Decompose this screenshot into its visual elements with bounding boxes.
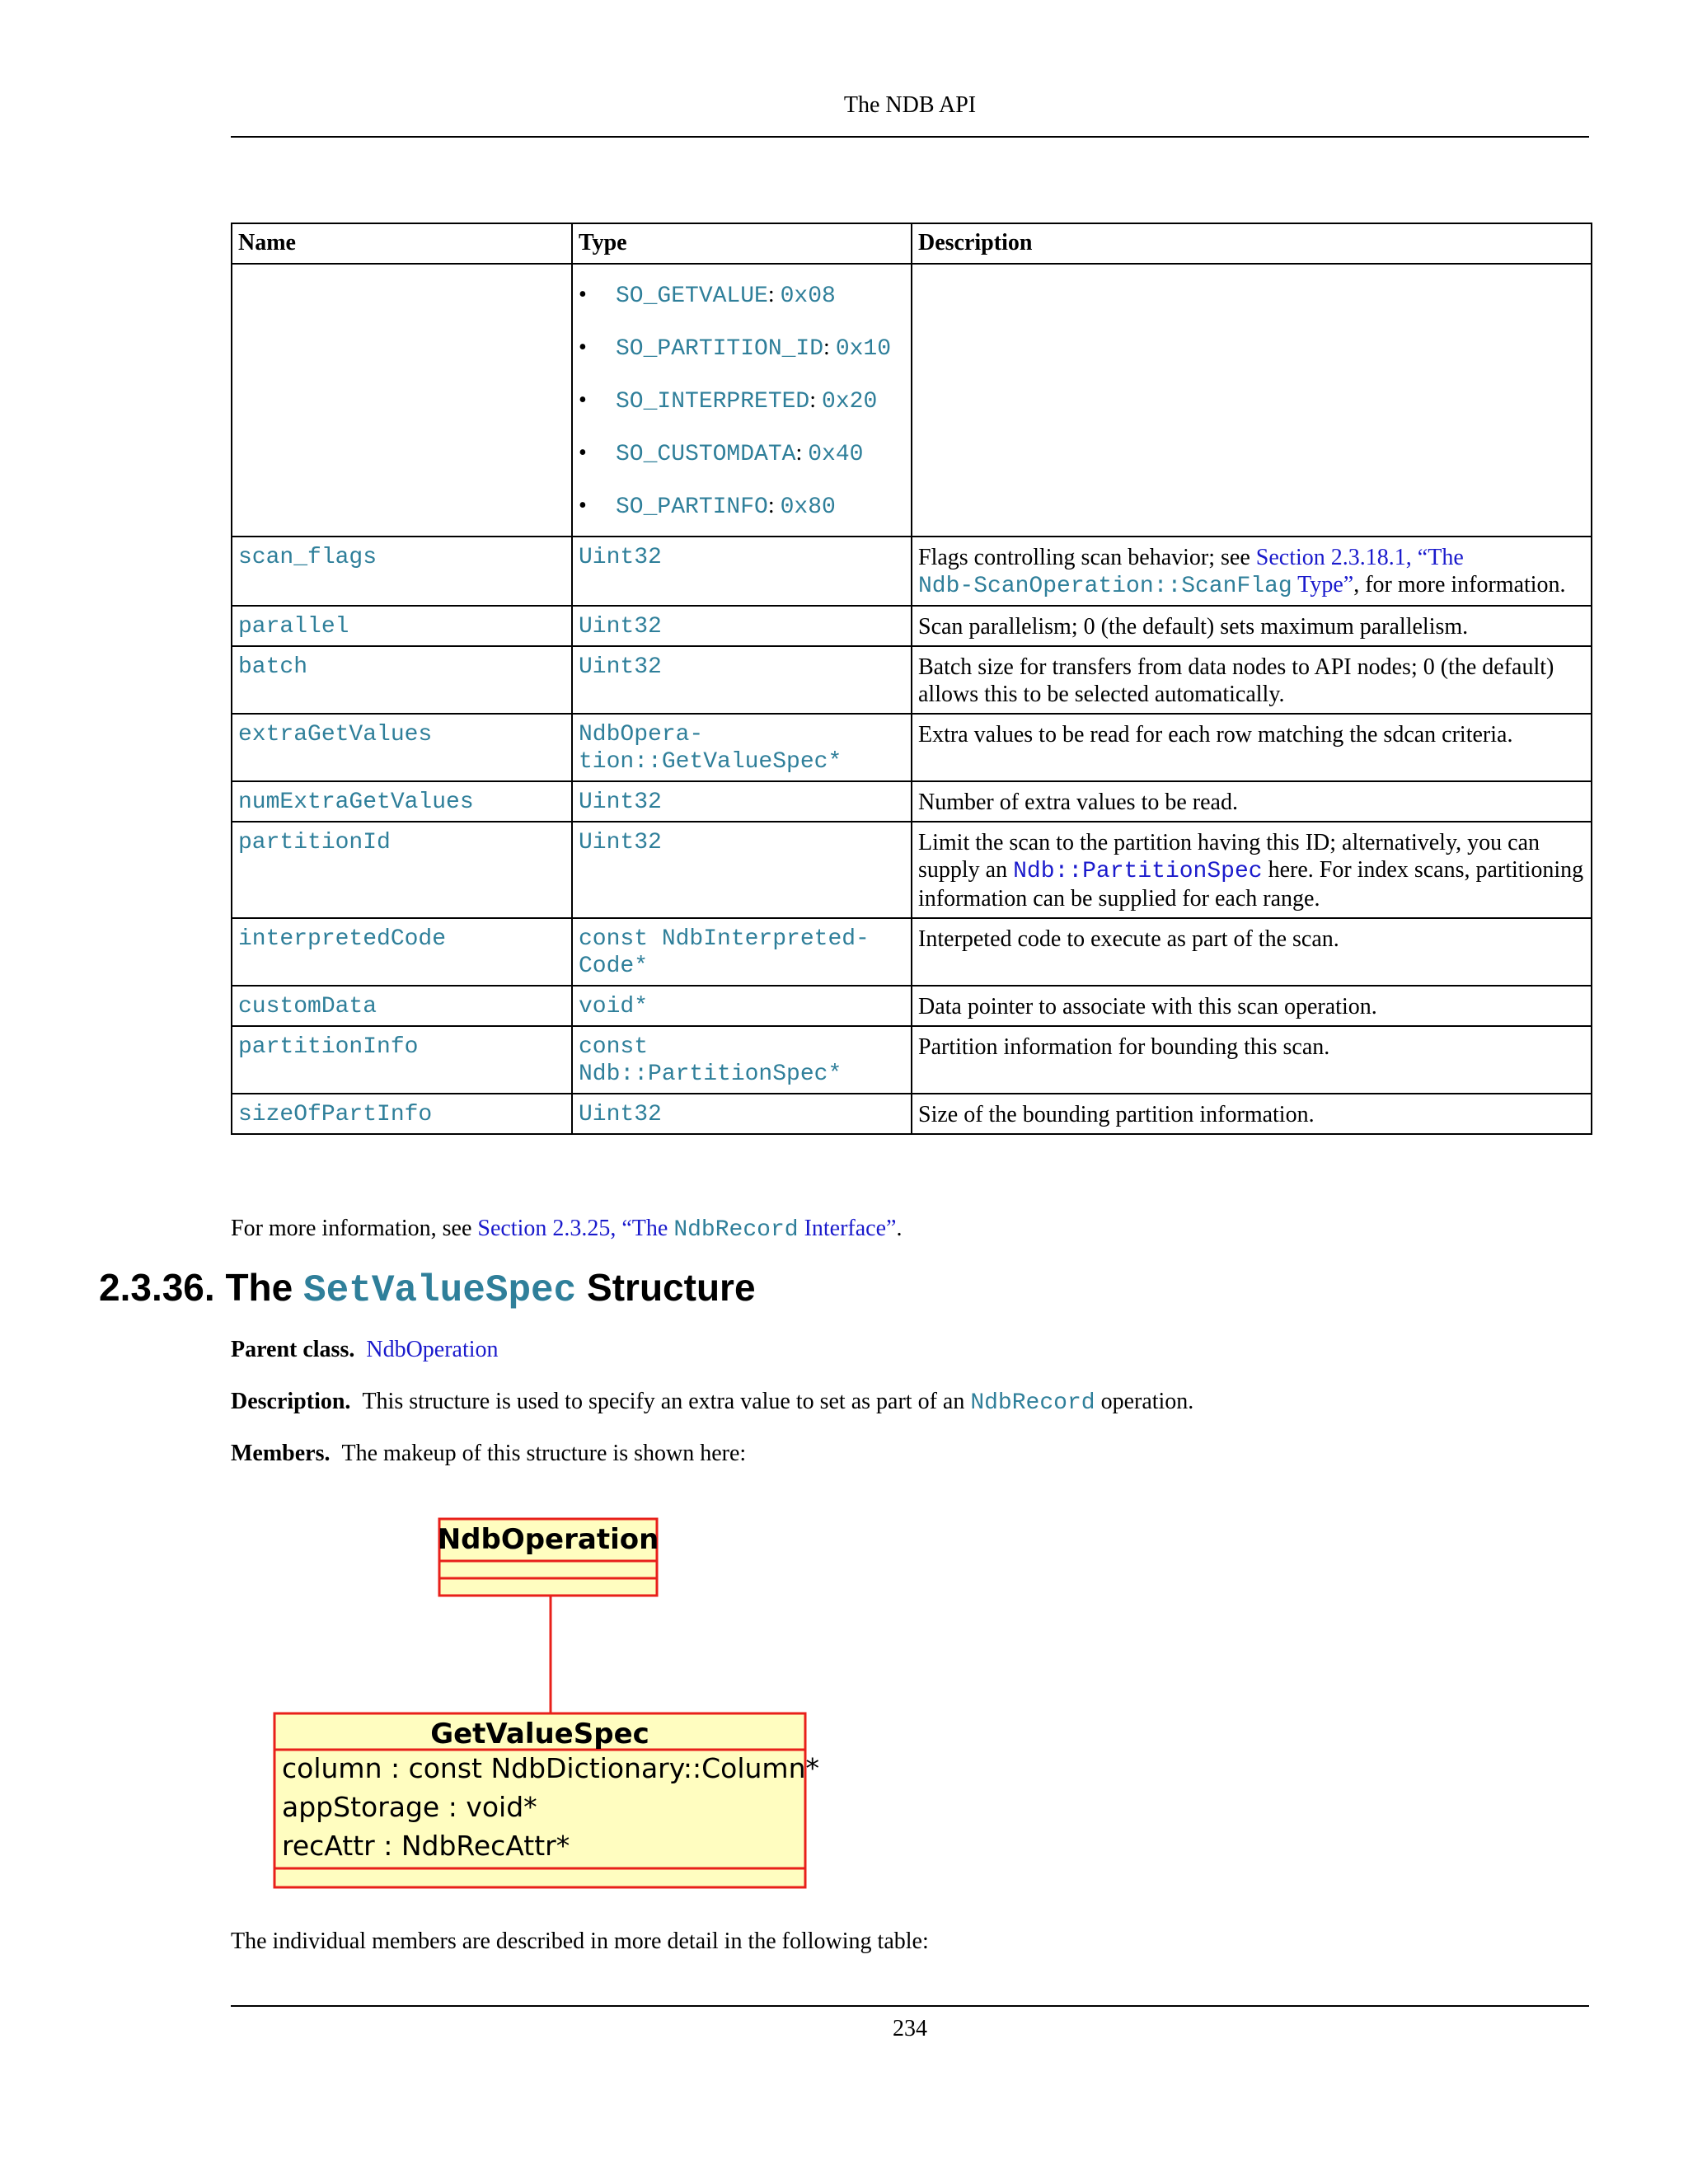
table-row xyxy=(232,918,1592,986)
table-row xyxy=(232,1026,1592,1094)
ndbrecord-interface-link[interactable] xyxy=(477,1216,896,1241)
footer-rule xyxy=(231,2005,1589,2007)
link-text[interactable]: Interface” xyxy=(798,1216,897,1241)
bullet-icon: • xyxy=(579,387,587,413)
uml-child-class xyxy=(274,1713,819,1887)
uml-parent-name: NdbOperation xyxy=(437,1523,659,1556)
table-row xyxy=(232,714,1592,781)
description-label: Description. xyxy=(231,1389,351,1414)
parent-class-label: Parent class. xyxy=(231,1337,355,1362)
member-name: partitionId xyxy=(232,822,572,918)
member-type xyxy=(572,918,912,986)
members-paragraph xyxy=(231,1441,746,1467)
type-line: NdbOpera- xyxy=(579,722,704,748)
header-rule xyxy=(231,136,1589,138)
para-text: The makeup of this structure is shown here: xyxy=(341,1441,747,1466)
member-type: Uint32 xyxy=(572,606,912,646)
type-line: Code* xyxy=(579,954,649,979)
link-text[interactable]: Type” xyxy=(1292,572,1354,598)
member-type: Uint32 xyxy=(572,781,912,822)
table-row xyxy=(232,537,1592,606)
desc-text: here. For index scans, partitioning information can be supplied for each range. xyxy=(918,857,1584,912)
table-header-row xyxy=(232,223,1592,264)
description-paragraph xyxy=(231,1389,1193,1416)
flag-sep: : xyxy=(809,387,823,413)
member-description: Extra values to be read for each row matching the sdcan criteria. xyxy=(912,714,1592,781)
link-code[interactable]: Ndb‑ScanOperation::ScanFlag xyxy=(918,574,1292,599)
flag-sep: : xyxy=(823,335,836,360)
flag-value: 0x80 xyxy=(780,494,836,520)
flag-name: SO_PARTINFO xyxy=(616,494,768,520)
empty-cell xyxy=(912,264,1592,537)
type-line: const xyxy=(579,1034,649,1060)
flag-list xyxy=(579,281,905,521)
member-name: scan_flags xyxy=(232,537,572,606)
bullet-icon: • xyxy=(579,493,587,518)
type-line: const NdbInterpreted- xyxy=(579,926,870,952)
section-heading xyxy=(99,1265,756,1312)
uml-attribute: recAttr : NdbRecAttr* xyxy=(282,1830,570,1862)
bullet-icon: • xyxy=(579,335,587,360)
member-type: Uint32 xyxy=(572,822,912,918)
col-header-description: Description xyxy=(912,223,1592,264)
members-table xyxy=(231,223,1592,1135)
flag-name: SO_CUSTOMDATA xyxy=(616,442,796,467)
col-header-name: Name xyxy=(232,223,572,264)
parent-class-link[interactable]: NdbOperation xyxy=(366,1337,499,1362)
member-description: Batch size for transfers from data nodes to API nodes; 0 (the default) allows this to be selected automatically. xyxy=(912,646,1592,714)
flag-sep: : xyxy=(795,440,809,466)
desc-text: , for more information. xyxy=(1353,572,1566,598)
inline-code: NdbRecord xyxy=(970,1390,1095,1416)
page-number: 234 xyxy=(893,2016,927,2041)
uml-parent-class xyxy=(438,1519,659,1596)
bullet-icon: • xyxy=(579,282,587,307)
type-line: tion::GetValueSpec* xyxy=(579,749,842,775)
table-row xyxy=(232,781,1592,822)
table-row xyxy=(232,606,1592,646)
flag-sep: : xyxy=(767,493,781,518)
member-description xyxy=(912,537,1592,606)
link-text[interactable]: Section 2.3.18.1, “The xyxy=(1255,545,1464,570)
more-info-paragraph xyxy=(231,1216,902,1243)
member-name: partitionInfo xyxy=(232,1026,572,1094)
member-name: interpretedCode xyxy=(232,918,572,986)
flag-value: 0x20 xyxy=(822,389,878,415)
heading-text: 2.3.36. The xyxy=(99,1266,304,1309)
flag-name: SO_INTERPRETED xyxy=(616,389,810,415)
table-row xyxy=(232,646,1592,714)
table-row xyxy=(232,822,1592,918)
para-text: . xyxy=(896,1216,903,1241)
flag-item xyxy=(579,334,905,363)
flag-value: 0x40 xyxy=(808,442,864,467)
flag-item xyxy=(579,492,905,521)
empty-cell xyxy=(232,264,572,537)
table-row-flag-values xyxy=(232,264,1592,537)
desc-text: Limit the scan to the partition having this ID; alternatively, you can supply an xyxy=(918,830,1540,883)
table-row xyxy=(232,1094,1592,1134)
member-description: Number of extra values to be read. xyxy=(912,781,1592,822)
member-name: sizeOfPartInfo xyxy=(232,1094,572,1134)
heading-text: Structure xyxy=(576,1266,756,1309)
col-header-type: Type xyxy=(572,223,912,264)
member-name: batch xyxy=(232,646,572,714)
running-header: The NDB API xyxy=(843,92,977,118)
members-label: Members. xyxy=(231,1441,331,1466)
parent-class-paragraph xyxy=(231,1337,499,1363)
flag-name: SO_PARTITION_ID xyxy=(616,336,824,362)
para-text: This structure is used to specify an extra value to set as part of an xyxy=(362,1389,971,1414)
desc-text: Flags controlling scan behavior; see xyxy=(918,545,1256,570)
member-description: Scan parallelism; 0 (the default) sets maximum parallelism. xyxy=(912,606,1592,646)
flag-value: 0x10 xyxy=(835,336,892,362)
member-description: Size of the bounding partition information. xyxy=(912,1094,1592,1134)
member-name: numExtraGetValues xyxy=(232,781,572,822)
member-description xyxy=(912,822,1592,918)
link-text[interactable]: Section 2.3.25, “The xyxy=(477,1216,674,1241)
para-text: operation. xyxy=(1095,1389,1194,1414)
flag-value: 0x08 xyxy=(780,284,836,309)
member-type xyxy=(572,1026,912,1094)
flag-values-cell xyxy=(572,264,912,537)
member-type xyxy=(572,714,912,781)
member-description: Partition information for bounding this scan. xyxy=(912,1026,1592,1094)
member-name: parallel xyxy=(232,606,572,646)
link-code[interactable]: NdbRecord xyxy=(673,1217,799,1243)
type-line: Ndb::PartitionSpec* xyxy=(579,1062,842,1087)
uml-attribute: column : const NdbDictionary::Column* xyxy=(282,1752,819,1784)
heading-code: SetValueSpec xyxy=(303,1269,577,1312)
flag-item xyxy=(579,439,905,468)
flag-sep: : xyxy=(767,282,781,307)
uml-class-diagram xyxy=(272,1512,832,1891)
flag-item xyxy=(579,281,905,310)
member-description: Data pointer to associate with this scan operation. xyxy=(912,986,1592,1026)
member-type: Uint32 xyxy=(572,537,912,606)
member-type: Uint32 xyxy=(572,1094,912,1134)
member-name: customData xyxy=(232,986,572,1026)
uml-attribute: appStorage : void* xyxy=(282,1791,537,1823)
flag-item xyxy=(579,387,905,415)
para-text: For more information, see xyxy=(231,1216,478,1241)
member-name: extraGetValues xyxy=(232,714,572,781)
member-type: void* xyxy=(572,986,912,1026)
table-row xyxy=(232,986,1592,1026)
flag-name: SO_GETVALUE xyxy=(616,284,768,309)
bullet-icon: • xyxy=(579,440,587,466)
closing-paragraph: The individual members are described in more detail in the following table: xyxy=(231,1929,929,1954)
member-description: Interpeted code to execute as part of the scan. xyxy=(912,918,1592,986)
partitionspec-link[interactable]: Ndb::PartitionSpec xyxy=(1013,859,1263,884)
member-type: Uint32 xyxy=(572,646,912,714)
uml-child-name: GetValueSpec xyxy=(430,1718,649,1750)
